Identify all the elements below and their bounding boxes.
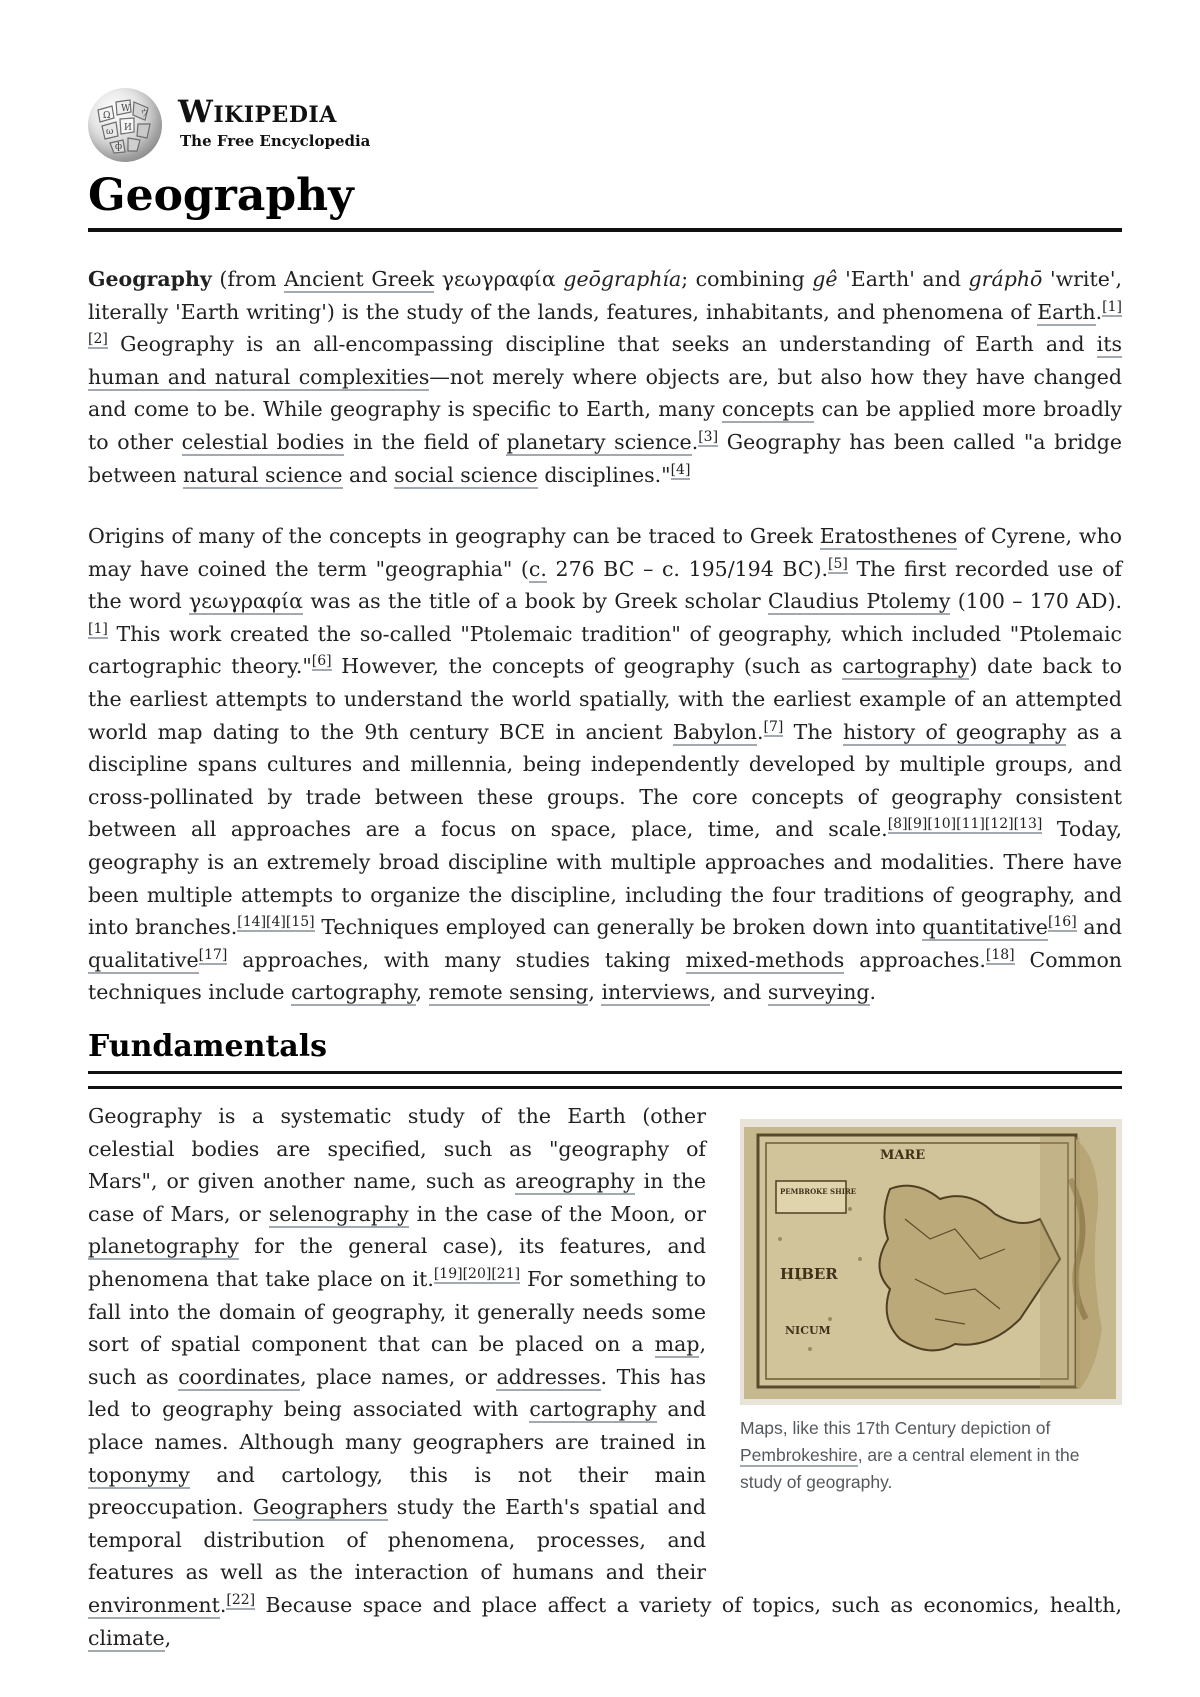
map-label-hiber: HIBER	[780, 1265, 838, 1283]
link-coordinates[interactable]: coordinates	[178, 1364, 301, 1389]
map-label-mare: MARE	[880, 1148, 926, 1163]
link-eratosthenes[interactable]: Eratosthenes	[819, 524, 958, 548]
wikipedia-wordmark: Wikipedia	[178, 94, 337, 130]
citation[interactable]: [14][4][15]	[237, 914, 315, 931]
figure-caption	[740, 1415, 1122, 1496]
link-toponymy[interactable]: toponymy	[88, 1462, 190, 1487]
citation[interactable]: [3]	[698, 428, 719, 445]
map-label-cartouche: PEMBROKE SHIRE	[780, 1187, 857, 1196]
section-divider	[88, 1086, 1122, 1089]
page-title: Geography	[88, 166, 1122, 232]
link-claudius-ptolemy[interactable]: Claudius Ptolemy	[767, 589, 951, 614]
link-environment[interactable]: environment	[88, 1592, 220, 1617]
caption-text-1: Maps, like this 17th Century depiction of	[740, 1418, 1051, 1438]
link-natural-science[interactable]: natural science	[183, 462, 343, 487]
svg-text:ф: ф	[115, 142, 123, 152]
citation[interactable]: [1]	[88, 620, 108, 637]
link-remote-sensing[interactable]: remote sensing	[428, 980, 589, 1005]
citation[interactable]: [5]	[828, 555, 848, 572]
citation[interactable]: [16]	[1047, 914, 1077, 931]
intro-paragraph-2: Origins of many of the concepts in geography can be traced to Greek Eratosthenes of Cyrene, who may have coined the term "geographia" (c. 276 BC – c. 195/194 BC).[5] The first recorded use of the word γεωγραφία was as the title of a book by Greek scholar Claudius Ptolemy (100 – 170 AD).[1] This work created the so-called "Ptolemaic tradition" of geography, which included "Ptolemaic cartographic theory."[6] However, the concepts of geography (such as cartography) date back to the earliest attempts to understand the world spatially, with the earliest example of an attempted world map dating to the 9th century BCE in ancient Babylon.[7] The history of geography as a discipline spans cultures and millennia, being independently developed by multiple groups, and cross-pollinated by trade between these groups. The core concepts of geography consistent between all approaches are a focus on space, place, time, and scale.[8][9][10][11][12][13] Today, geography is an extremely broad discipline with multiple approaches and modalities. There have been multiple attempts to organize the discipline, including the four traditions of geography, and into branches.[14][4][15] Techniques employed can generally be broken down into quantitative[16] and qualitative[17] approaches, with many studies taking mixed-methods approaches.[18] Common techniques include cartography, remote sensing, interviews, and surveying.	[88, 524, 1123, 1005]
link-planetary-science[interactable]: planetary science	[506, 429, 692, 454]
link-human-natural-complexities[interactable]: its human and natural complexities	[88, 332, 1122, 389]
citation[interactable]: [1][2]	[88, 298, 1122, 348]
link-babylon[interactable]: Babylon	[672, 719, 757, 744]
link-concepts[interactable]: concepts	[721, 397, 815, 422]
link-cartography-2[interactable]: cartography	[291, 980, 416, 1005]
citation[interactable]: [7]	[763, 718, 784, 735]
citation[interactable]: [8][9][10][11][12][13]	[887, 816, 1043, 833]
fundamentals-paragraph: Geography is a systematic study of the Earth (other celestial bodies are specified, such as "geography of Mars", or given another name, such as areography in the case of Mars, or selenography in the case of the Moon, or planetography for the general case), its features, and phenomena that take place on it.[19][20][21] For something to fall into the domain of geography, it generally needs some sort of spatial component that can be placed on a map, such as coordinates, place names, or addresses. This has led to geography being associated with cartography and place names. Although many geographers are trained in toponymy and cartology, this is not their main preoccupation. Geographers study the Earth's spatial and temporal distribution of phenomena, processes, and features as well as the interaction of humans and their environment.[22] Because space and place affect a variety of topics, such as economics, health, climate,	[88, 1100, 1122, 1654]
svg-text:W: W	[121, 104, 131, 114]
map-thumbnail-image[interactable]	[740, 1119, 1122, 1405]
figure-pembrokeshire-map	[740, 1119, 1122, 1496]
link-ancient-greek[interactable]: Ancient Greek	[284, 267, 435, 291]
wikipedia-logo[interactable]	[88, 88, 488, 162]
link-map[interactable]: map	[654, 1332, 700, 1357]
link-climate[interactable]: climate	[88, 1625, 165, 1650]
link-mixed-methods[interactable]: mixed-methods	[685, 947, 845, 972]
link-areography[interactable]: areography	[515, 1169, 635, 1194]
link-planetography[interactable]: planetography	[88, 1234, 239, 1259]
link-selenography[interactable]: selenography	[268, 1201, 409, 1226]
link-pembrokeshire[interactable]: Pembrokeshire	[740, 1445, 858, 1465]
link-qualitative[interactable]: qualitative	[88, 947, 199, 972]
svg-text:И: И	[124, 123, 132, 133]
link-social-science[interactable]: social science	[394, 462, 538, 487]
link-addresses[interactable]: addresses	[496, 1364, 601, 1389]
link-circa[interactable]: c.	[528, 556, 547, 581]
link-interviews[interactable]: interviews	[601, 980, 710, 1005]
caption-text-2: , are a central element in the study of geography.	[740, 1445, 1080, 1492]
link-celestial-bodies[interactable]: celestial bodies	[181, 429, 345, 454]
link-cartography-3[interactable]: cartography	[529, 1397, 657, 1422]
citation[interactable]: [4]	[670, 461, 691, 478]
citation[interactable]: [18]	[985, 946, 1015, 963]
link-history-of-geography[interactable]: history of geography	[842, 719, 1067, 744]
svg-text:ウ: ウ	[140, 109, 150, 119]
link-cartography[interactable]: cartography	[842, 654, 970, 679]
section-heading-fundamentals: Fundamentals	[88, 1027, 1122, 1074]
citation[interactable]: [6]	[311, 653, 332, 670]
wikipedia-globe-icon	[88, 88, 162, 162]
svg-text:Ω: Ω	[103, 111, 111, 121]
citation[interactable]: [17]	[198, 946, 228, 963]
link-quantitative[interactable]: quantitative	[922, 915, 1048, 940]
intro-paragraph-1: Geography (from Ancient Greek γεωγραφία geōgraphía; combining gê 'Earth' and gráphō 'write', literally 'Earth writing') is the study of the lands, features, inhabitants, and phenomena of Earth.[1][2] Geography is an all-encompassing discipline that seeks an understanding of Earth and its human and natural complexities—not merely where objects are, but also how they have changed and come to be. While geography is specific to Earth, many concepts can be applied more broadly to other celestial bodies in the field of planetary science.[3] Geography has been called "a bridge between natural science and social science disciplines."[4]	[88, 267, 1122, 487]
svg-text:ω: ω	[106, 127, 114, 137]
citation[interactable]: [22]	[226, 1591, 256, 1608]
link-surveying[interactable]: surveying	[767, 980, 870, 1005]
link-geographers[interactable]: Geographers	[252, 1495, 388, 1520]
wikipedia-tagline: The Free Encyclopedia	[180, 132, 371, 150]
link-geographia-greek[interactable]: γεωγραφία	[189, 589, 304, 614]
link-earth[interactable]: Earth	[1037, 299, 1096, 324]
citation[interactable]: [19][20][21]	[433, 1265, 521, 1282]
map-label-nicum: NICUM	[785, 1324, 831, 1337]
